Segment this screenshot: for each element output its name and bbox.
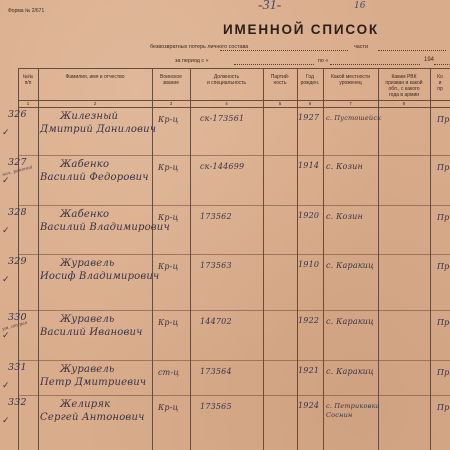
blank-line-from <box>234 64 314 65</box>
subtitle-losses: безвозвратных потерь личного состава <box>150 44 249 50</box>
column-header: Воинское звание <box>160 74 182 86</box>
surname: Жилезный <box>60 111 119 122</box>
origin: с. Каракиц <box>326 261 374 270</box>
surname: Желиряк <box>60 399 111 410</box>
column-rule <box>430 68 431 450</box>
position: 173562 <box>200 212 232 221</box>
position: 144702 <box>200 317 232 326</box>
check-mark: ✓ <box>2 275 10 285</box>
column-number-rule <box>18 107 450 108</box>
row-rule <box>18 395 450 396</box>
first-patronymic: Сергей Антонович <box>40 412 145 423</box>
subtitle-period-to: по « <box>318 58 329 64</box>
rank: Кр-ц <box>158 213 179 222</box>
first-patronymic: Иосиф Владимирович <box>40 271 160 282</box>
row-number: 332 <box>8 397 27 408</box>
right-edge-mark: Пр <box>437 213 450 222</box>
first-patronymic: Петр Дмитриевич <box>40 377 147 388</box>
check-mark: ✓ <box>2 128 10 138</box>
archive-page-number: -31- <box>258 0 282 13</box>
subtitle-year: 194 <box>424 57 435 63</box>
column-header: Должность и специальность <box>206 74 247 86</box>
origin: с. Петриковка Соснин <box>326 402 380 419</box>
row-number: 330 <box>8 312 27 323</box>
blank-line-unit <box>220 50 348 51</box>
check-mark: ✓ <box>2 176 10 186</box>
birth-year: 1920 <box>298 211 320 220</box>
rank: ст-ц <box>158 368 180 377</box>
column-rule <box>378 68 379 450</box>
right-edge-mark: Пр <box>437 403 450 412</box>
row-rule <box>18 155 450 156</box>
check-mark: ✓ <box>2 416 10 426</box>
table-top-rule <box>18 68 450 69</box>
surname: Журавель <box>60 314 115 325</box>
blank-line-year <box>434 64 450 65</box>
rank: Кр-ц <box>158 262 179 271</box>
column-number: 5 <box>278 100 282 106</box>
row-rule <box>18 254 450 255</box>
column-header: Ко и пр <box>437 74 443 92</box>
rank: Кр-ц <box>158 403 179 412</box>
check-mark: ✓ <box>2 226 10 236</box>
row-rule <box>18 205 450 206</box>
blank-line-to <box>330 64 420 65</box>
blank-line-unit-2 <box>378 50 446 51</box>
right-edge-mark: Пр <box>437 163 450 172</box>
position: 173563 <box>200 261 232 270</box>
column-number: 2 <box>93 100 97 106</box>
column-header: Каким РВК призван и какой обл., с какого года в армии <box>385 74 423 98</box>
first-patronymic: Василий Владимирович <box>40 222 170 233</box>
origin: с. Козин <box>326 162 363 171</box>
surname: Журавель <box>60 258 115 269</box>
column-rule <box>297 68 298 450</box>
position: 173565 <box>200 402 232 411</box>
column-number: 4 <box>225 100 228 106</box>
check-mark: ✓ <box>2 381 10 391</box>
origin: с. Пустошейск <box>326 114 382 122</box>
column-rule <box>190 68 191 450</box>
column-header: Партий- ность <box>270 74 290 86</box>
rank: Кр-ц <box>158 163 179 172</box>
row-number: 328 <box>8 207 27 218</box>
row-rule <box>18 360 450 361</box>
birth-year: 1914 <box>298 161 320 170</box>
birth-year: 1927 <box>298 113 320 122</box>
surname: Жабенко <box>60 209 110 220</box>
first-patronymic: Дмитрий Данилович <box>40 124 157 135</box>
surname: Журавель <box>60 364 115 375</box>
row-number: 329 <box>8 256 27 267</box>
archive-page-number-alt: 16 <box>354 1 366 11</box>
column-rule <box>323 68 324 450</box>
origin: с. Козин <box>326 212 363 221</box>
column-header: Какой местности уроженец <box>330 74 371 86</box>
right-edge-mark: Пр <box>437 368 450 377</box>
document-title: ИМЕННОЙ СПИСОК <box>223 22 379 37</box>
check-mark: ✓ <box>2 331 10 341</box>
row-rule <box>18 310 450 311</box>
row-number: 326 <box>8 109 27 120</box>
birth-year: 1924 <box>298 401 320 410</box>
column-header: Год рожден. <box>300 74 320 86</box>
column-rule <box>38 68 39 450</box>
birth-year: 1910 <box>298 260 320 269</box>
column-rule <box>263 68 264 450</box>
position: ск-144699 <box>200 162 245 171</box>
margin-note: нач. ранений <box>1 165 34 178</box>
origin: с. Каракиц <box>326 317 374 326</box>
column-number: 7 <box>349 100 352 106</box>
row-number: 327 <box>8 157 27 168</box>
column-number: 1 <box>26 100 30 106</box>
rank: Кр-ц <box>158 115 179 124</box>
row-number: 331 <box>8 362 27 373</box>
first-patronymic: Василий Федорович <box>40 172 149 183</box>
birth-year: 1921 <box>298 366 320 375</box>
margin-note: ум. от ран <box>1 320 29 333</box>
right-edge-mark: Пр <box>437 318 450 327</box>
birth-year: 1922 <box>298 316 320 325</box>
column-header: Фамилия, имя и отчество <box>65 74 125 80</box>
form-number: Форма № 2/671 <box>8 8 45 14</box>
first-patronymic: Василий Иванович <box>40 327 143 338</box>
column-number: 3 <box>169 100 173 106</box>
column-number: 8 <box>402 100 406 106</box>
right-edge-mark: Пр <box>437 262 450 271</box>
subtitle-unit: части <box>354 44 368 50</box>
origin: с. Каракиц <box>326 367 374 376</box>
surname: Жабенко <box>60 159 110 170</box>
position: 173564 <box>200 367 232 376</box>
subtitle-period-from: за период с « <box>175 58 209 64</box>
position: ск-173561 <box>200 114 245 123</box>
right-edge-mark: Пр <box>437 115 450 124</box>
column-header: №№ п/п <box>22 74 34 86</box>
rank: Кр-ц <box>158 318 179 327</box>
column-number: 6 <box>308 100 312 106</box>
